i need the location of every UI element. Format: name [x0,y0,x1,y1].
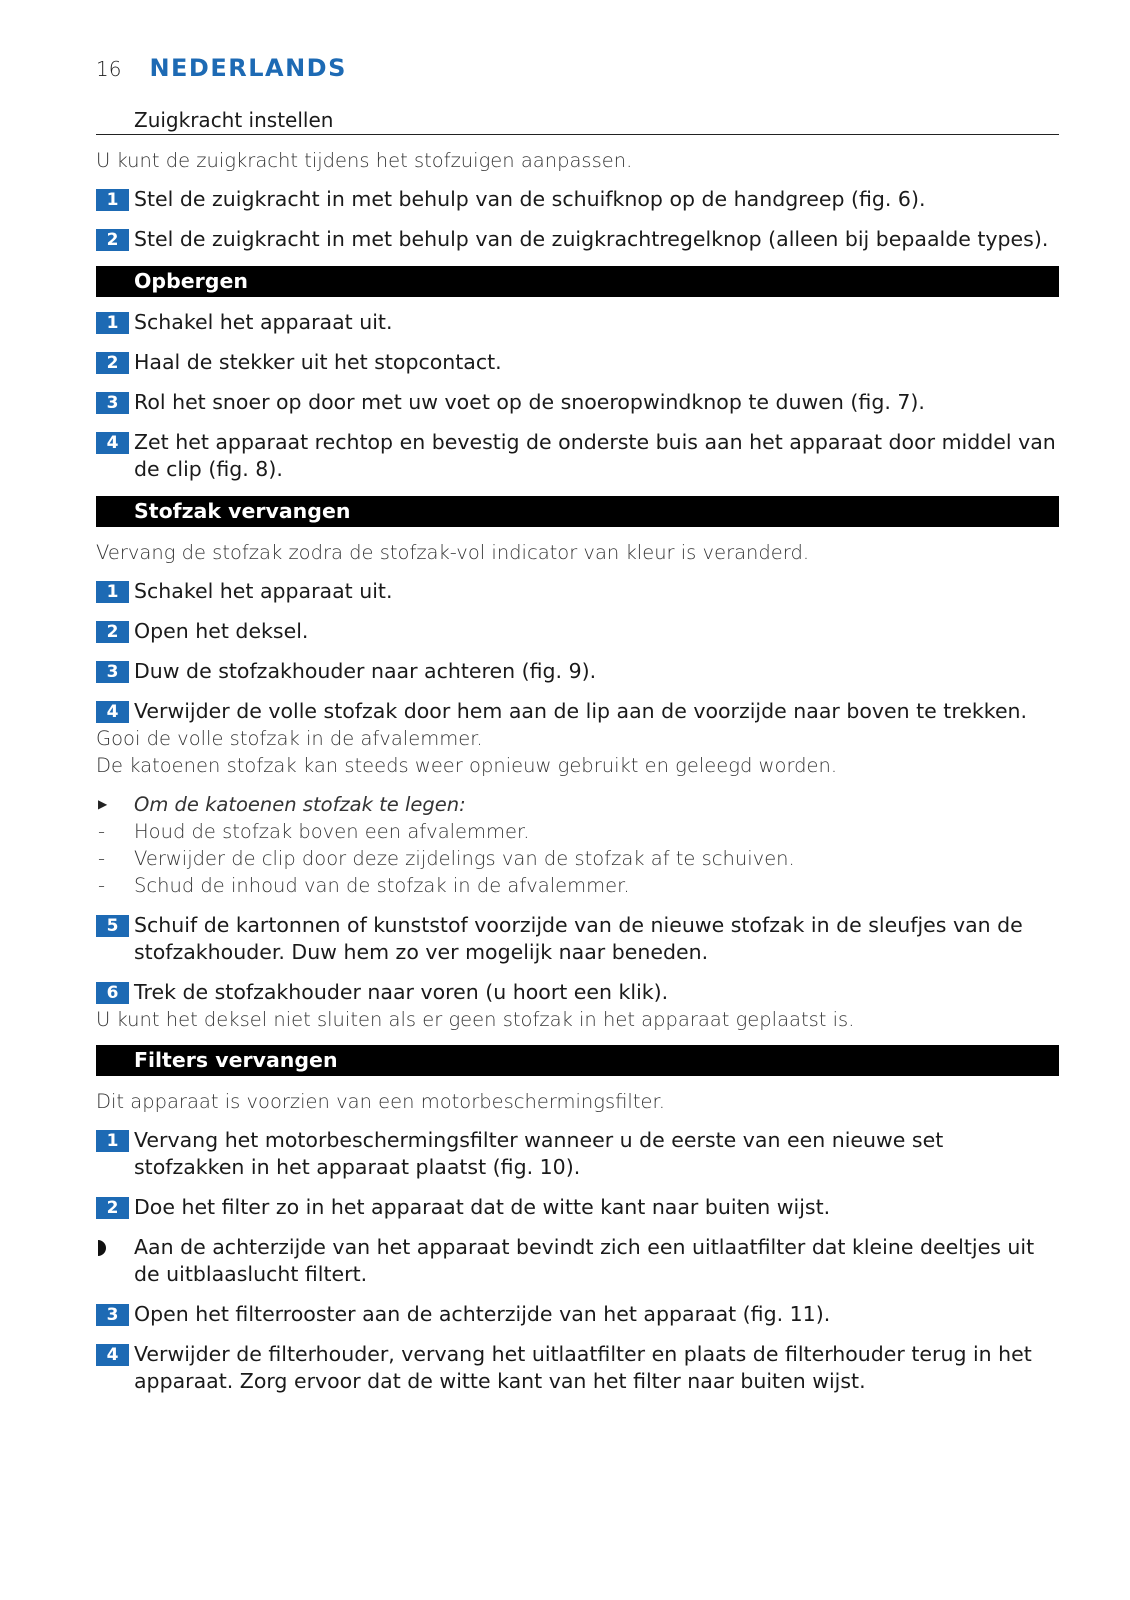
step-text: Verwijder de volle stofzak door hem aan de lip aan de voorzijde naar boven te trekken. [134,699,1028,723]
intro-zuigkracht: U kunt de zuigkracht tijdens het stofzuigen aanpassen. [96,149,633,172]
step-number-badge: 2 [96,1197,129,1219]
intro-filters: Dit apparaat is voorzien van een motorbeschermingsfilter. [96,1090,665,1113]
step-continuation [96,725,1059,779]
step-number-badge: 2 [96,621,129,643]
step-text: Stel de zuigkracht in met behulp van de schuifknop op de handgreep (fig. 6). [134,187,926,211]
step-number-badge: 1 [96,581,129,603]
step-item [96,429,1059,483]
step-text: Zet het apparaat rechtop en bevestig de onderste buis aan het apparaat door middel van de clip (fig. 8). [134,430,1056,481]
continuation-line: Gooi de volle stofzak in de afvalemmer. [96,727,483,750]
step-number-badge: 6 [96,982,129,1004]
step-item [96,1194,1059,1221]
step-number-badge: 1 [96,312,129,334]
page-header [96,54,347,82]
step-text: Schuif de kartonnen of kunststof voorzijde van de nieuwe stofzak in de sleufjes van de stofzakhouder. Duw hem zo ver mogelijk naar beneden. [134,913,1023,964]
step-text: Schakel het apparaat uit. [134,310,393,334]
continuation-line: U kunt het deksel niet sluiten als er geen stofzak in het apparaat geplaatst is. [96,1008,855,1031]
intro-stofzak: Vervang de stofzak zodra de stofzak-vol indicator van kleur is veranderd. [96,541,810,564]
step-number-badge: 2 [96,229,129,251]
step-number-badge: 3 [96,1304,129,1326]
step-text: Rol het snoer op door met uw voet op de snoeropwindknop te duwen (fig. 7). [134,390,925,414]
step-number-badge: 4 [96,1344,129,1366]
note-text: Aan de achterzijde van het apparaat bevindt zich een uitlaatfilter dat kleine deeltjes uit de uitblaaslucht filtert. [134,1235,1035,1286]
step-text: Open het deksel. [134,619,309,643]
step-text: Haal de stekker uit het stopcontact. [134,350,502,374]
tip-block [96,791,1059,899]
step-text: Open het filterrooster aan de achterzijde van het apparaat (fig. 11). [134,1302,831,1326]
step-continuation [96,1006,1059,1033]
continuation-line: De katoenen stofzak kan steeds weer opnieuw gebruikt en geleegd worden. [96,754,838,777]
dash-list-item [96,818,1059,845]
step-text: Schakel het apparaat uit. [134,579,393,603]
step-text: Stel de zuigkracht in met behulp van de zuigkrachtregelknop (alleen bij bepaalde types). [134,227,1049,251]
step-text: Verwijder de filterhouder, vervang het uitlaatfilter en plaats de filterhouder terug in het apparaat. Zorg ervoor dat de witte kant van het filter naar buiten wijst. [134,1342,1032,1393]
dash-item-text: Schud de inhoud van de stofzak in de afvalemmer. [134,874,630,897]
section-heading-stofzak: Stofzak vervangen [96,496,1059,527]
step-item [96,309,1059,336]
dash-bullet: - [98,847,106,870]
step-item [96,389,1059,416]
tip-lead-text: Om de katoenen stofzak te legen: [134,793,466,816]
section-heading-filters: Filters vervangen [96,1045,1059,1076]
step-number-badge: 3 [96,392,129,414]
step-item [96,618,1059,645]
dash-item-text: Houd de stofzak boven een afvalemmer. [134,820,530,843]
step-text: Duw de stofzakhouder naar achteren (fig. 9). [134,659,597,683]
step-number-badge: 1 [96,189,129,211]
step-item [96,658,1059,685]
half-circle-bullet-icon [96,1238,108,1258]
dash-item-text: Verwijder de clip door deze zijdelings van de stofzak af te schuiven. [134,847,795,870]
triangle-bullet-icon: ▶ [98,797,108,811]
step-number-badge: 4 [96,432,129,454]
step-item [96,979,1059,1006]
step-item [96,912,1059,966]
step-number-badge: 4 [96,701,129,723]
dash-list-item [96,872,1059,899]
dash-bullet: - [98,820,106,843]
step-text: Doe het filter zo in het apparaat dat de witte kant naar buiten wijst. [134,1195,831,1219]
step-item [96,1341,1059,1395]
step-number-badge: 3 [96,661,129,683]
page-content [96,108,1059,1408]
step-item [96,698,1059,725]
step-text: Trek de stofzakhouder naar voren (u hoort een klik). [134,980,669,1004]
step-text: Vervang het motorbeschermingsfilter wanneer u de eerste van een nieuwe set stofzakken in het apparaat plaatst (fig. 10). [134,1128,944,1179]
section-heading-opbergen: Opbergen [96,266,1059,297]
subsection-title-zuigkracht: Zuigkracht instellen [96,108,1059,135]
step-item [96,349,1059,376]
step-number-badge: 5 [96,915,129,937]
note-item [96,1234,1059,1288]
dash-list-item [96,845,1059,872]
step-item [96,578,1059,605]
page-number: 16 [96,57,122,81]
step-item [96,1127,1059,1181]
tip-lead [96,791,1059,818]
step-number-badge: 2 [96,352,129,374]
step-item [96,226,1059,253]
step-item [96,1301,1059,1328]
step-number-badge: 1 [96,1130,129,1152]
dash-bullet: - [98,874,106,897]
step-item [96,186,1059,213]
language-title: NEDERLANDS [149,54,347,82]
